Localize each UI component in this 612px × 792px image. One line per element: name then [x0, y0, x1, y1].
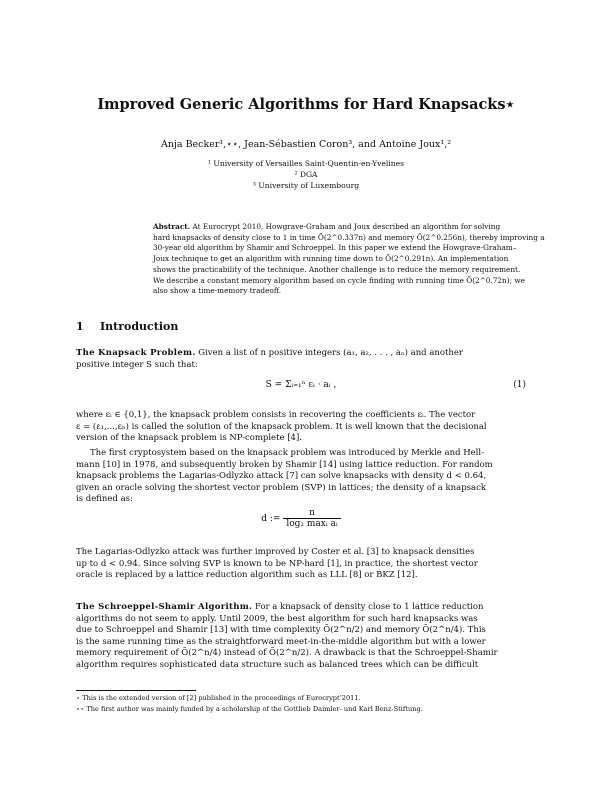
body-line: knapsack problems the Lagarias-Odlyzko attack [7] can solve knapsacks with density d < 0.64,	[76, 471, 487, 481]
body-line: is the same running time as the straightforward meet-in-the-middle algorithm but with a lower	[76, 636, 486, 647]
body-line: algorithms do not seem to apply. Until 2009, the best algorithm for such hard knapsacks was	[76, 613, 478, 624]
affiliation-2: ² DGA	[294, 170, 318, 179]
section-heading	[76, 320, 178, 333]
schroeppel-heading: The Schroeppel-Shamir Algorithm.	[76, 602, 253, 612]
density-denominator: log₂ maxᵢ aᵢ	[286, 519, 338, 529]
abstract-line: At Eurocrypt 2010, Howgrave-Graham and Joux described an algorithm for solving	[192, 222, 501, 231]
knapsack-paragraph	[76, 348, 526, 371]
abstract-line: hard knapsacks of density close to 1 in time Õ(2^0.337n) and memory Õ(2^0.256n), thereby improving a	[153, 232, 545, 242]
footnote-rule	[76, 690, 196, 691]
paper-title: Improved Generic Algorithms for Hard Knapsacks⋆	[97, 96, 515, 113]
abstract-line: 30-year old algorithm by Shamir and Schroeppel. In this paper we extend the Howgrave-Graham–	[153, 243, 517, 253]
body-line: oracle is replaced by a lattice reduction algorithm such as LLL [8] or BKZ [12].	[76, 570, 418, 580]
density-lhs: d :=	[261, 514, 281, 524]
body-line: mann [10] in 1978, and subsequently broken by Shamir [14] using lattice reduction. For random	[76, 459, 493, 470]
section-number: 1	[76, 320, 84, 333]
cryptosystem-paragraph	[76, 448, 526, 506]
equation-1-number: (1)	[513, 380, 526, 390]
density-fraction	[283, 508, 340, 529]
lagarias-odlyzko-paragraph	[76, 547, 526, 582]
body-line: The Lagarias-Odlyzko attack was further improved by Coster et al. [3] to knapsack densities	[76, 547, 475, 557]
footnote-2: ⋆⋆ The first author was mainly funded by a scholarship of the Gottlieb Daimler- und Karl Benz-Stiftung.	[76, 705, 423, 713]
body-line: is defined as:	[76, 494, 133, 504]
abstract-line: shows the practicability of the technique. Another challenge is to reduce the memory requirement.	[153, 264, 521, 274]
equation-1-body: S = Σᵢ₌₁ⁿ εᵢ · aᵢ ,	[265, 380, 337, 390]
body-line: positive integer S such that:	[76, 359, 198, 370]
body-line: ε = (ε₁,...,εₙ) is called the solution of the knapsack problem. It is well known that the decisional	[76, 421, 487, 432]
solution-paragraph	[76, 410, 526, 445]
affiliation-3: ³ University of Luxembourg	[252, 181, 360, 190]
abstract-line: Joux technique to get an algorithm with running time down to Õ(2^0.291n). An implementation	[153, 254, 509, 264]
abstract-label: Abstract.	[153, 222, 191, 231]
affiliation-1: ¹ University of Versailles Saint-Quentin-en-Yvelines	[207, 159, 405, 168]
body-line: version of the knapsack problem is NP-complete [4].	[76, 433, 302, 443]
body-line: For a knapsack of density close to 1 lattice reduction	[254, 602, 484, 612]
author-list: Anja Becker¹,⋆⋆, Jean-Sébastien Coron³, and Antoine Joux¹,²	[160, 139, 452, 150]
abstract	[153, 222, 545, 297]
body-line: given an oracle solving the shortest vector problem (SVP) in lattices; the density of a knapsack	[76, 482, 486, 493]
knapsack-heading: The Knapsack Problem.	[76, 348, 196, 358]
body-line: where εᵢ ∈ {0,1}, the knapsack problem consists in recovering the coefficients εᵢ. The vector	[76, 410, 476, 420]
affiliations	[0, 158, 612, 191]
schroeppel-shamir-paragraph	[76, 602, 526, 671]
section-title: Introduction	[100, 320, 179, 333]
body-line: Given a list of n positive integers (a₁, a₂, . . . , aₙ) and another	[198, 348, 463, 358]
density-numerator: n	[283, 508, 340, 519]
body-line: due to Schroeppel and Shamir [13] with time complexity Õ(2^n/2) and memory Õ(2^n/4). This	[76, 625, 486, 635]
body-line: algorithm requires sophisticated data structure such as balanced trees which can be difficult	[76, 659, 479, 670]
abstract-line: also show a time-memory tradeoff.	[153, 286, 282, 296]
body-line: up to d < 0.94. Since solving SVP is known to be NP-hard [1], in practice, the shortest vector	[76, 558, 478, 569]
footnote-1: ⋆ This is the extended version of [2] published in the proceedings of Eurocrypt’2011.	[76, 694, 361, 702]
body-line: The first cryptosystem based on the knapsack problem was introduced by Merkle and Hell-	[90, 448, 484, 458]
abstract-line: We describe a constant memory algorithm based on cycle finding with running time Õ(2^0.72n); we	[153, 275, 525, 285]
body-line: memory requirement of Õ(2^n/4) instead of Õ(2^n/2). A drawback is that the Schroeppel-Shamir	[76, 648, 498, 658]
